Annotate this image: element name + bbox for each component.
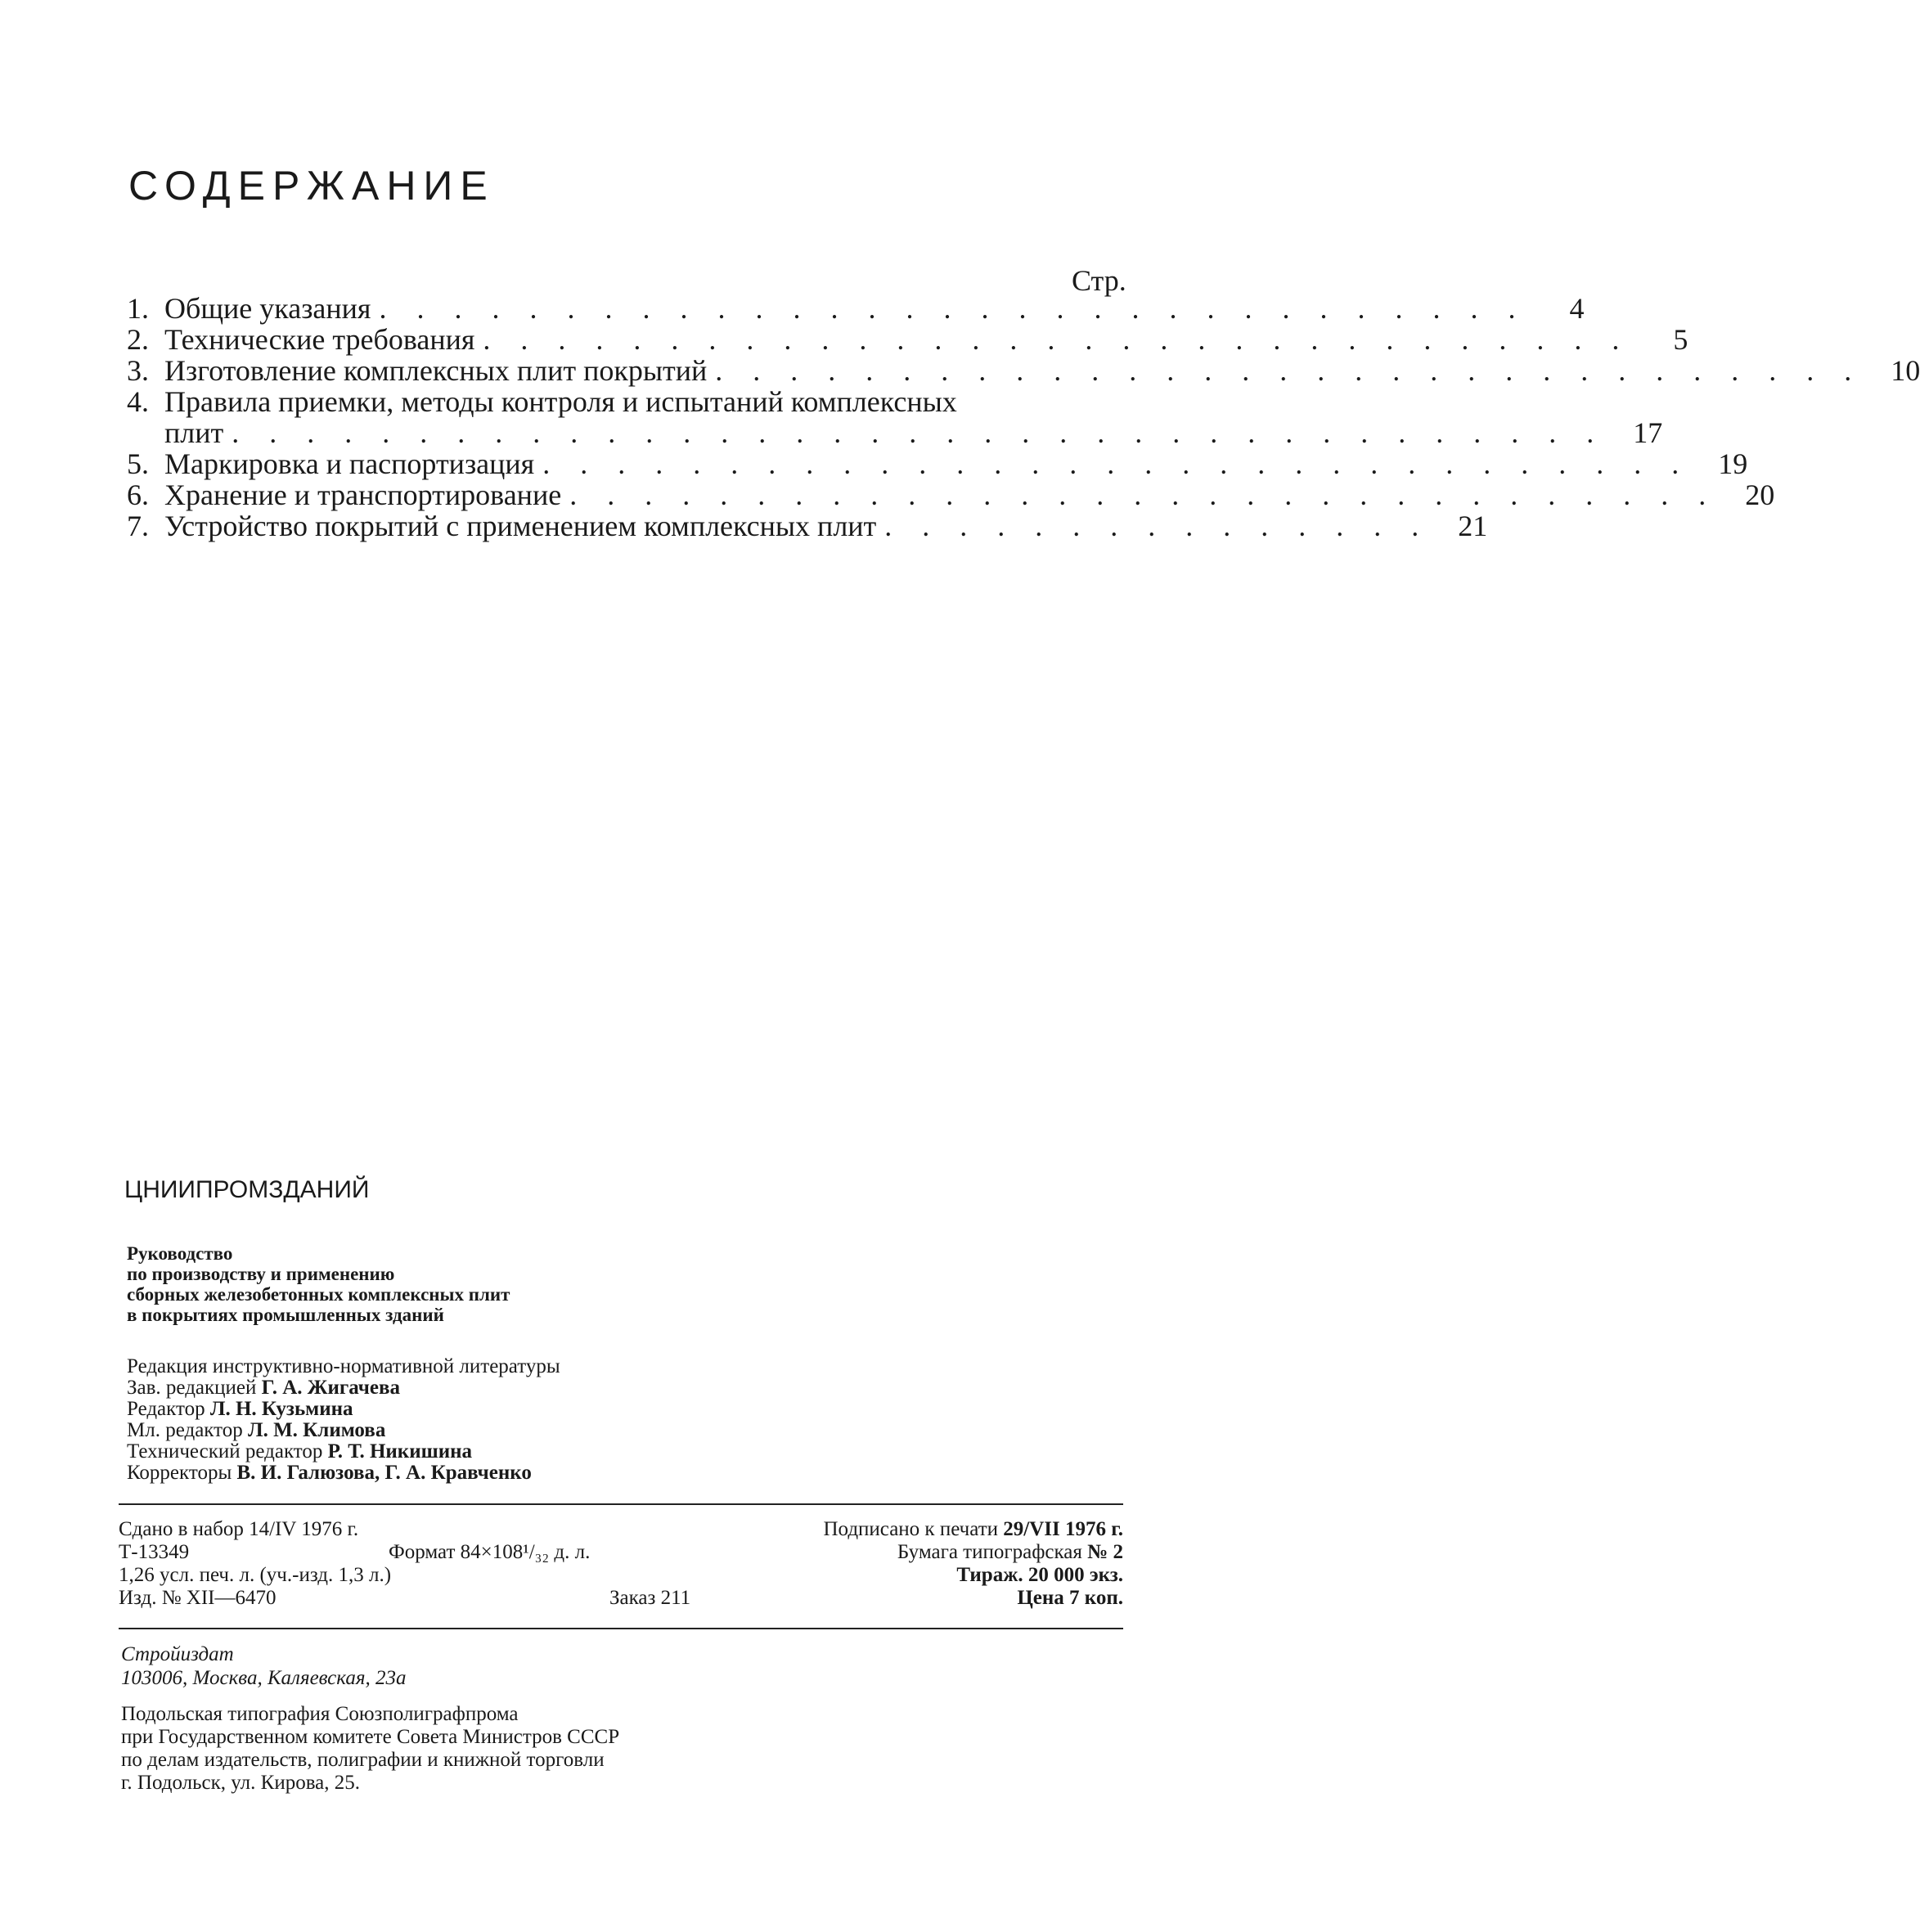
toc-entry-page: 21	[1458, 510, 1488, 542]
printing-house	[121, 1703, 619, 1795]
toc-leader-dots: . . . . . . . . . . . . . . . . . . . . . . . . . . . . . . .	[569, 479, 1718, 511]
toc-entry-page: 17	[1633, 416, 1663, 449]
imprint-code: Т-13349	[119, 1541, 190, 1563]
imprint-row	[119, 1541, 1123, 1564]
printer-line: при Государственном комитете Совета Министров СССР	[121, 1726, 620, 1748]
divider	[119, 1503, 1123, 1505]
toc-entry-title: Изготовление комплексных плит покрытий	[164, 354, 708, 387]
printer-line: по делам издательств, полиграфии и книжной торговли	[121, 1749, 605, 1771]
toc-entry-page: 5	[1673, 323, 1688, 356]
credit-role: Зав. редакцией	[127, 1377, 257, 1399]
toc-entry-page: 20	[1745, 479, 1775, 511]
credit-role: Технический редактор	[127, 1440, 323, 1462]
imprint-signed-date: Подписано к печати 29/VII 1976 г.	[823, 1518, 1123, 1540]
publisher-name: Стройиздат	[121, 1643, 234, 1665]
toc-entry-title-continuation: плит	[164, 416, 224, 449]
toc-entry-number: 4.	[127, 385, 149, 418]
imprint-order: Заказ 211	[609, 1587, 691, 1609]
toc-page-column-header: Стр.	[1072, 264, 1126, 297]
toc-entry-number: 5.	[127, 447, 149, 480]
credits	[127, 1356, 560, 1484]
toc-leader-dots: . . . . . . . . . . . . . . . . . . . . . . . . . . . . . . .	[542, 447, 1691, 480]
toc-leader-dots: . . . . . . . . . . . . . . . . . . . . . . . . . . . . . . . . . . . . .	[232, 416, 1606, 449]
publisher-address: 103006, Москва, Каляевская, 23а	[121, 1667, 407, 1689]
imprint-sheets: 1,26 усл. печ. л. (уч.-изд. 1,3 л.)	[119, 1564, 392, 1586]
toc-entry[interactable]	[127, 292, 1585, 325]
imprint-edition-number: Изд. № XII—6470	[119, 1587, 277, 1609]
credit-line	[127, 1420, 560, 1441]
imprint-row	[119, 1564, 1123, 1587]
toc-entry[interactable]	[127, 447, 1748, 480]
toc-entry-page: 10	[1891, 354, 1920, 387]
toc-entry[interactable]	[127, 510, 1488, 542]
toc-entry-title: Правила приемки, методы контроля и испытаний комплексных	[164, 385, 957, 418]
toc-entry-title: Технические требования	[164, 323, 475, 356]
toc-entry[interactable]	[127, 354, 1920, 387]
book-title	[127, 1243, 510, 1325]
publisher	[121, 1642, 406, 1690]
toc-entry-number: 2.	[127, 323, 149, 356]
credit-name: Г. А. Жигачева	[261, 1377, 400, 1399]
toc-entry[interactable]	[127, 323, 1688, 356]
printer-line: г. Подольск, ул. Кирова, 25.	[121, 1772, 361, 1794]
credit-role: Редактор	[127, 1398, 205, 1420]
toc-entry[interactable]	[127, 479, 1775, 511]
print-imprint	[119, 1518, 1123, 1610]
credit-role: Мл. редактор	[127, 1419, 243, 1441]
toc-entry-number: 7.	[127, 510, 149, 542]
imprint-paper: Бумага типографская № 2	[897, 1541, 1123, 1563]
imprint-print-run: Тираж. 20 000 экз.	[956, 1564, 1123, 1586]
credit-name: Л. Н. Кузьмина	[209, 1398, 353, 1420]
toc-leader-dots: . . . . . . . . . . . . . . . . . . . . . . . . . . . . . . .	[715, 354, 1864, 387]
toc-entry-page: 19	[1718, 447, 1748, 480]
book-title-line: по производству и применению	[127, 1264, 395, 1284]
credit-role: Корректоры	[127, 1462, 232, 1484]
credit-name: Р. Т. Никишина	[327, 1440, 473, 1462]
imprint-typeset-date: Сдано в набор 14/IV 1976 г.	[119, 1518, 359, 1540]
toc-entry-number: 3.	[127, 354, 149, 387]
imprint-price: Цена 7 коп.	[1017, 1587, 1123, 1609]
toc-entry-title: Общие указания	[164, 292, 371, 325]
printer-line: Подольская типография Союзполиграфпрома	[121, 1703, 519, 1725]
credit-name: Л. М. Климова	[247, 1419, 386, 1441]
toc-entry-page: 4	[1569, 292, 1585, 325]
toc-entry-number: 1.	[127, 292, 149, 325]
imprint-row	[119, 1518, 1123, 1541]
divider	[119, 1628, 1123, 1629]
credit-name: В. И. Галюзова, Г. А. Кравченко	[236, 1462, 532, 1484]
toc-leader-dots: . . . . . . . . . . . . . . . . . . . . . . . . . . . . . . .	[379, 292, 1527, 325]
organization-name: ЦНИИПРОМЗДАНИЙ	[124, 1176, 370, 1203]
toc-title: СОДЕРЖАНИЕ	[128, 163, 495, 209]
credit-line	[127, 1462, 560, 1484]
book-title-line: сборных железобетонных комплексных плит	[127, 1284, 510, 1305]
toc-entry-title: Устройство покрытий с применением комплексных плит	[164, 510, 877, 542]
credit-line	[127, 1399, 560, 1420]
toc-leader-dots: . . . . . . . . . . . . . . .	[884, 510, 1431, 542]
imprint-row	[119, 1587, 1123, 1610]
toc-leader-dots: . . . . . . . . . . . . . . . . . . . . . . . . . . . . . . .	[483, 323, 1631, 356]
book-title-line: Руководство	[127, 1243, 233, 1264]
book-title-line: в покрытиях промышленных зданий	[127, 1305, 444, 1325]
credit-line	[127, 1441, 560, 1462]
credit-role: Редакция инструктивно-нормативной литературы	[127, 1355, 560, 1377]
toc-entry-title: Хранение и транспортирование	[164, 479, 562, 511]
toc-entry-number: 6.	[127, 479, 149, 511]
credit-line	[127, 1377, 560, 1399]
credit-line	[127, 1356, 560, 1377]
imprint-format: Формат 84×108¹/₃₂ д. л.	[389, 1541, 591, 1563]
toc-entry[interactable]	[127, 386, 1133, 417]
toc-entry-continuation[interactable]	[164, 416, 1663, 449]
toc-entry-title: Маркировка и паспортизация	[164, 447, 535, 480]
